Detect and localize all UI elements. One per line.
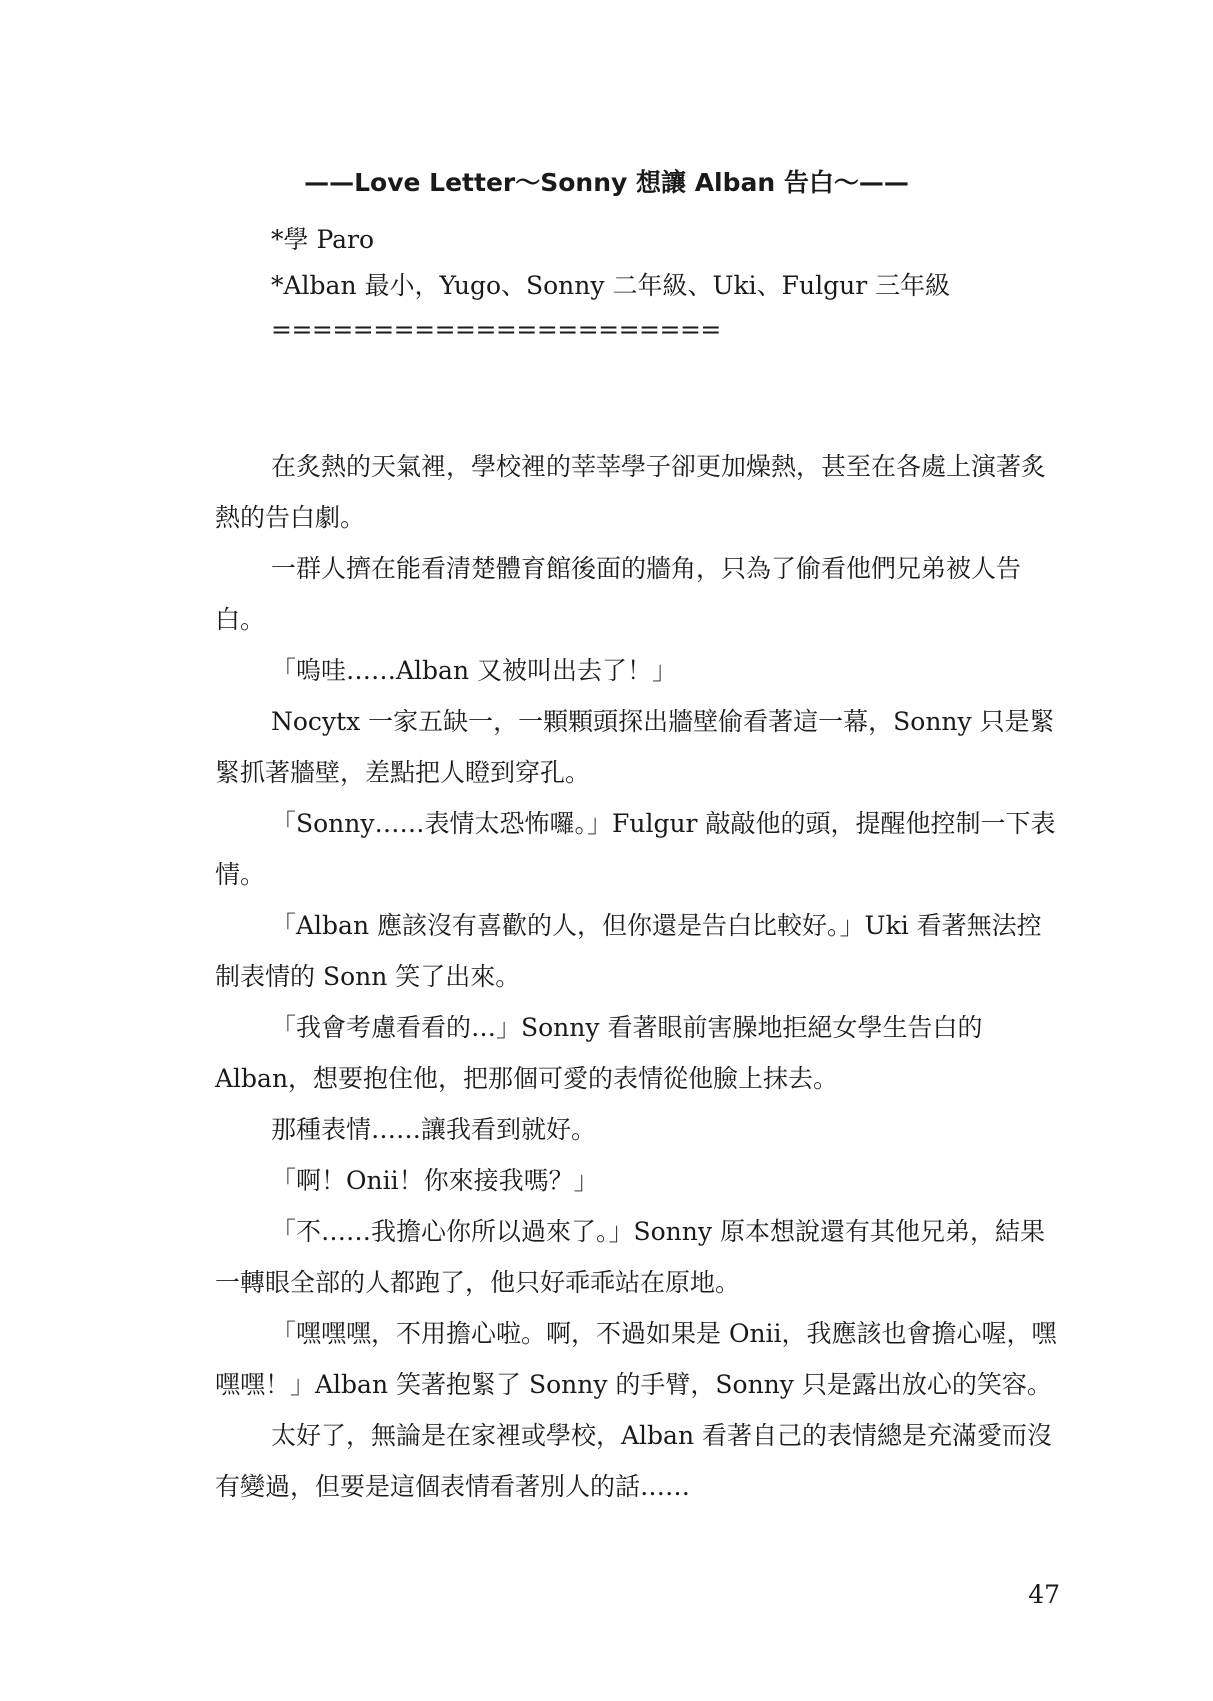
paragraph: 「我會考慮看看的…」Sonny 看著眼前害臊地拒絕女學生告白的 Alban，想要抱住他，把那個可愛的表情從他臉上抹去。 xyxy=(215,1013,983,1093)
paragraph: 「嗚哇……Alban 又被叫出去了！」 xyxy=(271,656,678,685)
paragraph: 那種表情……讓我看到就好。 xyxy=(271,1115,597,1144)
note-line-2: *Alban 最小，Yugo、Sonny 二年級、Uki、Fulgur 三年級 xyxy=(271,271,951,300)
story-body xyxy=(215,441,1065,1512)
paragraph: 「嘿嘿嘿，不用擔心啦。啊，不過如果是 Onii，我應該也會擔心喔，嘿嘿嘿！」Alban 笑著抱緊了 Sonny 的手臂，Sonny 只是露出放心的笑容。 xyxy=(215,1319,1057,1399)
paragraph: 「啊！Onii！你來接我嗎？」 xyxy=(271,1166,599,1195)
paragraph: 「Sonny……表情太恐怖囉。」Fulgur 敲敲他的頭，提醒他控制一下表情。 xyxy=(215,809,1056,889)
paragraph: 在炙熱的天氣裡，學校裡的莘莘學子卻更加燥熱，甚至在各處上演著炙熱的告白劇。 xyxy=(215,452,1047,532)
paragraph: 「不……我擔心你所以過來了。」Sonny 原本想說還有其他兄弟，結果一轉眼全部的人都跑了，他只好乖乖站在原地。 xyxy=(215,1217,1045,1297)
paragraph: Nocytx 一家五缺一，一顆顆頭探出牆壁偷看著這一幕，Sonny 只是緊緊抓著牆壁，差點把人瞪到穿孔。 xyxy=(215,707,1055,787)
separator-line: ====================== xyxy=(271,315,721,344)
note-line-1: *學 Paro xyxy=(271,225,375,254)
page-number: 47 xyxy=(1028,1580,1060,1609)
paragraph: 「Alban 應該沒有喜歡的人，但你還是告白比較好。」Uki 看著無法控制表情的 Sonn 笑了出來。 xyxy=(215,911,1042,991)
paragraph: 一群人擠在能看清楚體育館後面的牆角，只為了偷看他們兄弟被人告白。 xyxy=(215,554,1022,634)
paragraph: 太好了，無論是在家裡或學校，Alban 看著自己的表情總是充滿愛而沒有變過，但要是這個表情看著別人的話…… xyxy=(215,1421,1053,1501)
chapter-title: ——Love Letter～Sonny 想讓 Alban 告白～—— xyxy=(304,168,909,197)
